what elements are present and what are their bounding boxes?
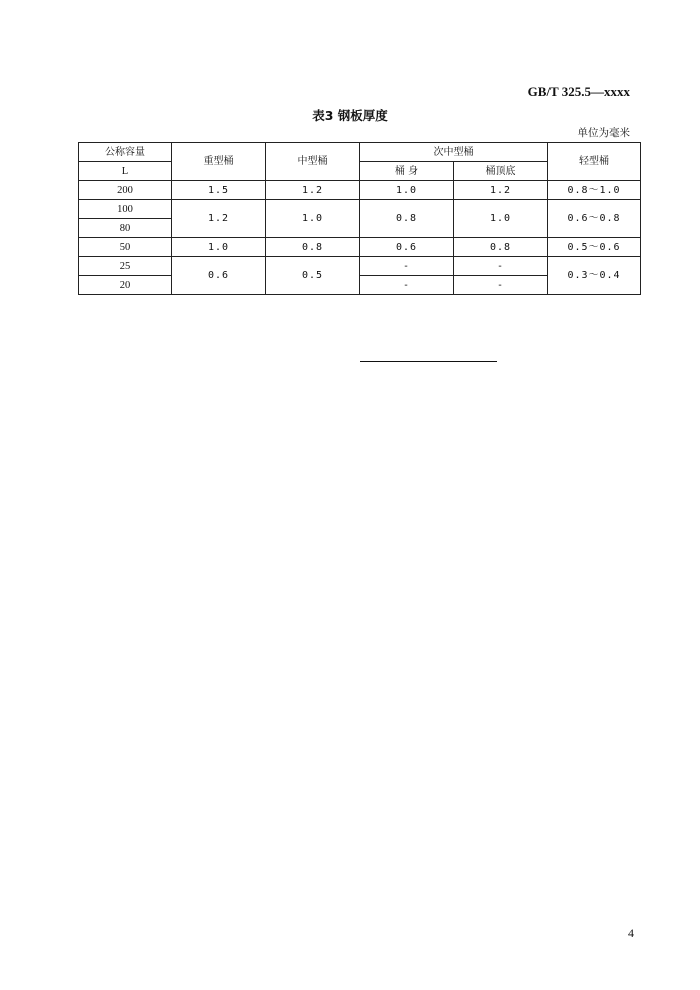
cell-capacity: 200 bbox=[79, 181, 172, 200]
cell-sub-top-bottom: - bbox=[454, 257, 548, 276]
unit-note: 单位为毫米 bbox=[577, 127, 630, 139]
cell-light: 0.3～0.4 bbox=[548, 257, 641, 295]
header-sub-body: 桶 身 bbox=[360, 162, 454, 181]
standard-number: GB/T 325.5—xxxx bbox=[527, 84, 630, 99]
cell-medium: 1.0 bbox=[266, 200, 360, 238]
cell-sub-body: 0.6 bbox=[360, 238, 454, 257]
cell-capacity: 25 bbox=[79, 257, 172, 276]
cell-sub-body: 0.8 bbox=[360, 200, 454, 238]
cell-light: 0.8～1.0 bbox=[548, 181, 641, 200]
cell-medium: 1.2 bbox=[266, 181, 360, 200]
cell-light: 0.5～0.6 bbox=[548, 238, 641, 257]
steel-thickness-table bbox=[78, 142, 641, 295]
cell-light: 0.6～0.8 bbox=[548, 200, 641, 238]
cell-sub-body: - bbox=[360, 257, 454, 276]
table-row bbox=[79, 200, 641, 219]
table-row bbox=[79, 257, 641, 276]
cell-heavy: 1.2 bbox=[172, 200, 266, 238]
end-of-text-rule bbox=[360, 361, 497, 362]
header-sub-top-bottom: 桶顶底 bbox=[454, 162, 548, 181]
cell-capacity: 20 bbox=[79, 276, 172, 295]
table-title: 表3 钢板厚度 bbox=[312, 108, 388, 123]
cell-heavy: 1.0 bbox=[172, 238, 266, 257]
cell-heavy: 1.5 bbox=[172, 181, 266, 200]
cell-heavy: 0.6 bbox=[172, 257, 266, 295]
header-heavy: 重型桶 bbox=[172, 143, 266, 181]
header-capacity-unit: L bbox=[79, 162, 172, 181]
header-capacity: 公称容量 bbox=[79, 143, 172, 162]
header-sub-medium: 次中型桶 bbox=[360, 143, 548, 162]
cell-sub-top-bottom: 0.8 bbox=[454, 238, 548, 257]
header-medium: 中型桶 bbox=[266, 143, 360, 181]
cell-capacity: 100 bbox=[79, 200, 172, 219]
cell-sub-top-bottom: - bbox=[454, 276, 548, 295]
cell-capacity: 50 bbox=[79, 238, 172, 257]
cell-sub-top-bottom: 1.0 bbox=[454, 200, 548, 238]
header-light: 轻型桶 bbox=[548, 143, 641, 181]
cell-capacity: 80 bbox=[79, 219, 172, 238]
page-number: 4 bbox=[628, 926, 634, 940]
cell-sub-top-bottom: 1.2 bbox=[454, 181, 548, 200]
cell-medium: 0.8 bbox=[266, 238, 360, 257]
table-row bbox=[79, 238, 641, 257]
table-row bbox=[79, 181, 641, 200]
cell-medium: 0.5 bbox=[266, 257, 360, 295]
cell-sub-body: - bbox=[360, 276, 454, 295]
table-header-row bbox=[79, 143, 641, 162]
cell-sub-body: 1.0 bbox=[360, 181, 454, 200]
